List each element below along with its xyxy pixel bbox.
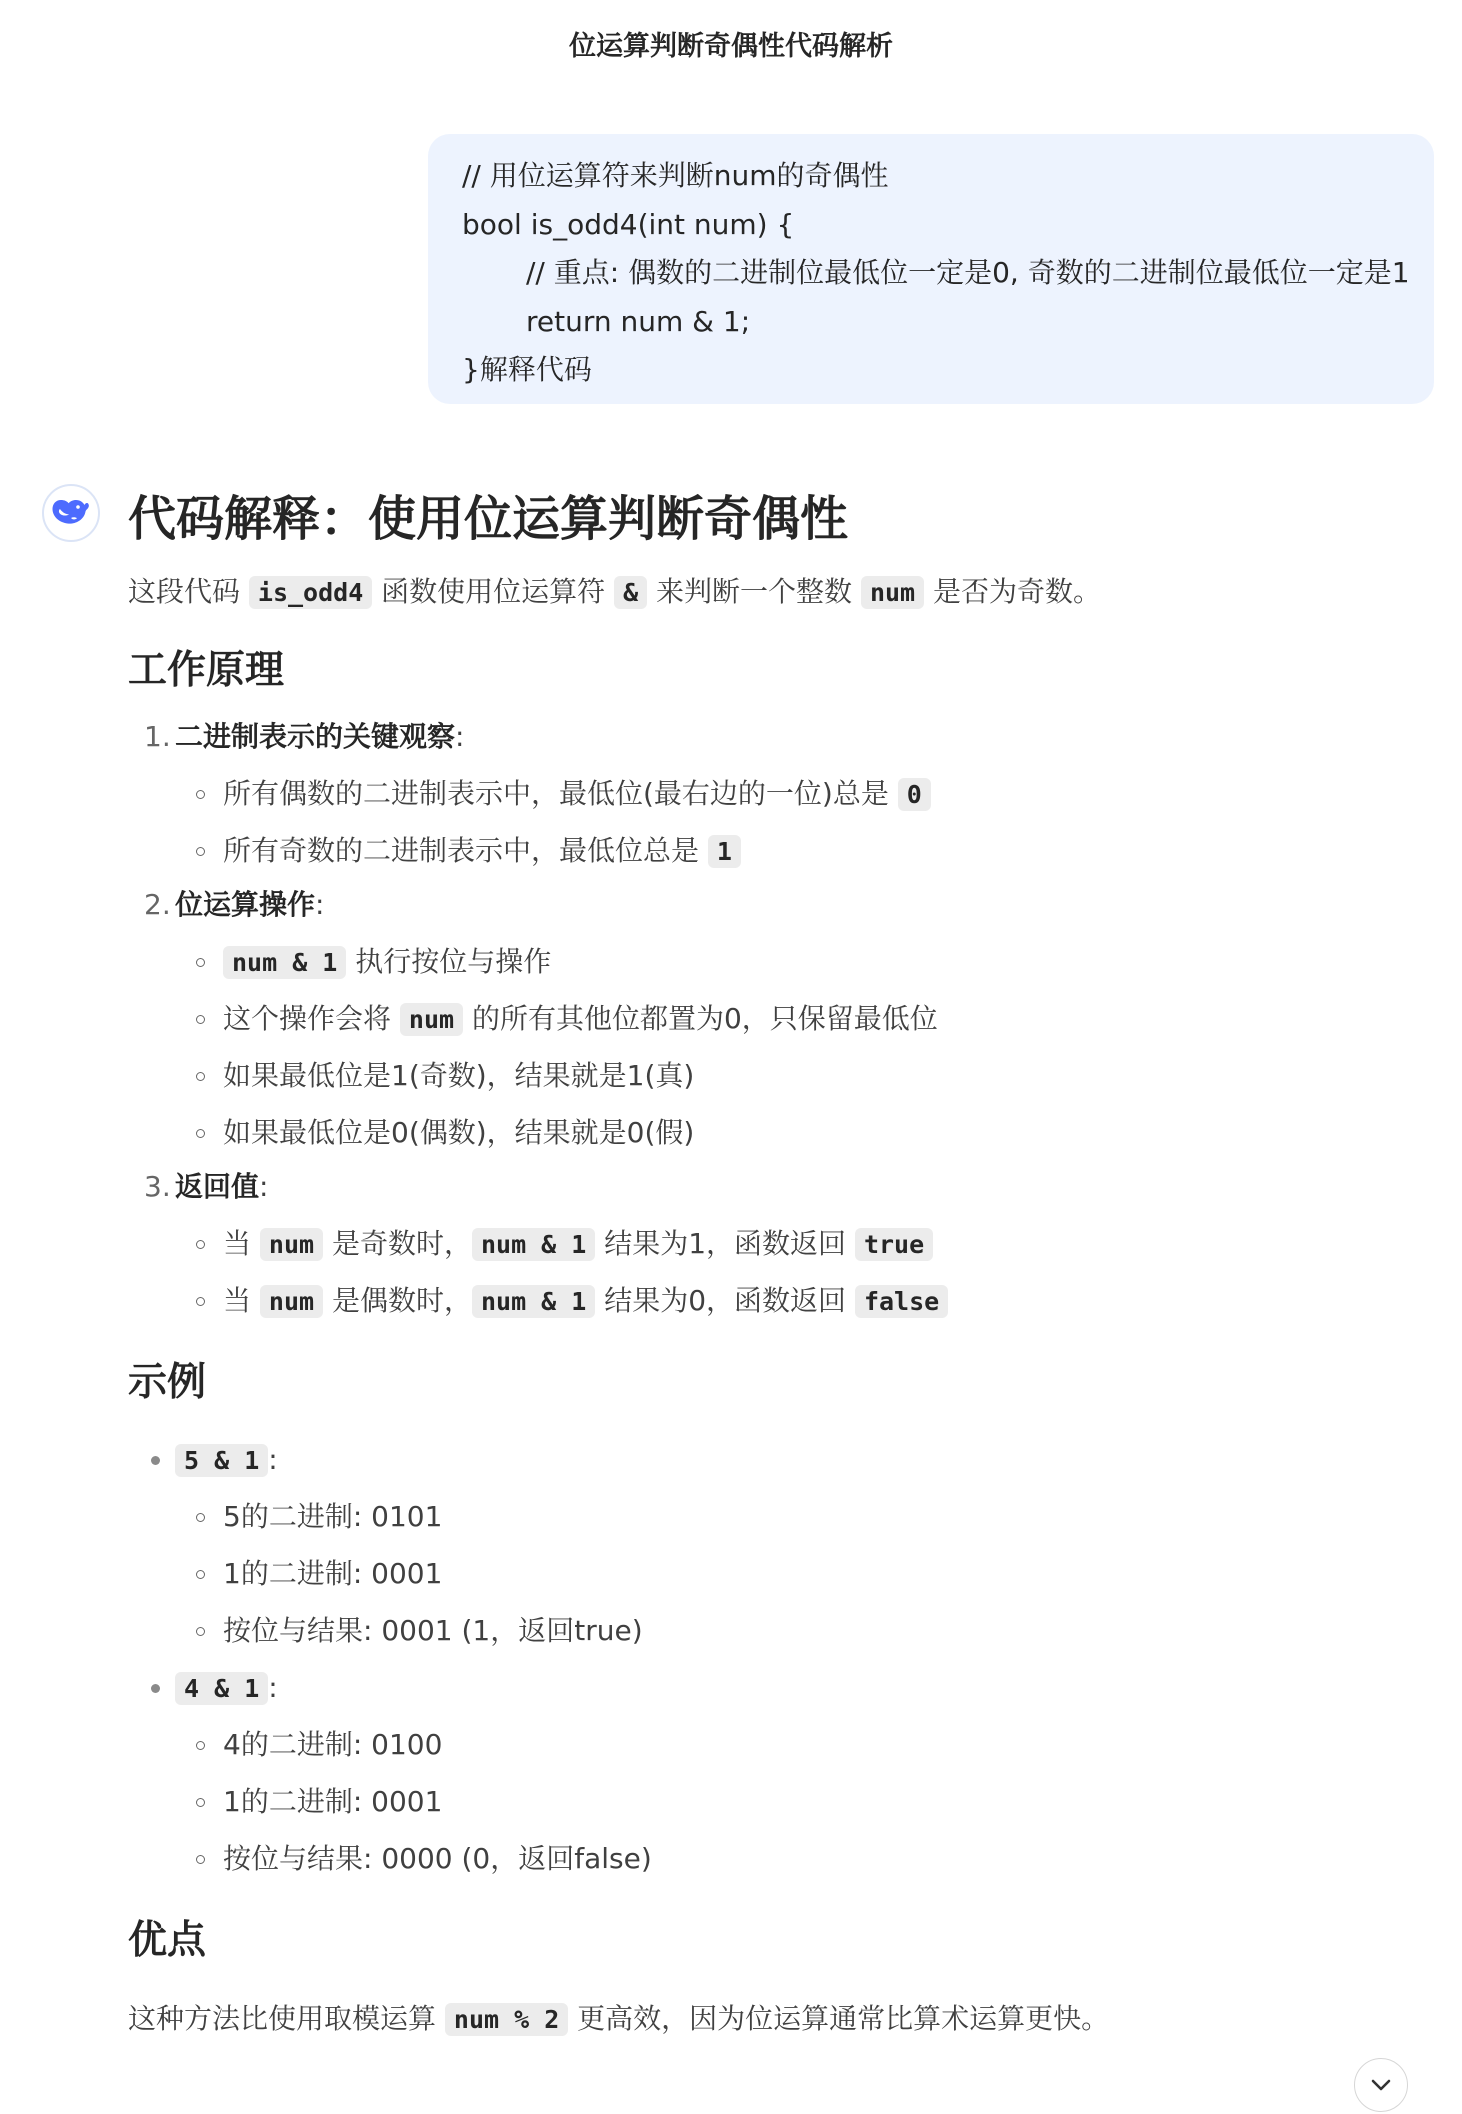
inline-code: num: [400, 1003, 463, 1036]
text: 函数使用位运算符: [372, 575, 615, 608]
text: :: [315, 888, 325, 921]
text: :: [455, 720, 465, 753]
section-heading: 工作原理: [128, 648, 285, 693]
text: 是偶数时，: [323, 1284, 472, 1317]
text: 的所有其他位都置为0，只保留最低位: [463, 1002, 938, 1035]
sub-list-item: 1的二进制: 0001: [128, 1773, 1408, 1830]
intro-paragraph: [128, 572, 1408, 613]
example-list: [128, 1431, 1408, 1887]
assistant-answer: [128, 486, 1408, 2040]
item-title: 二进制表示的关键观察: [175, 720, 456, 753]
text: 这个操作会将: [223, 1002, 400, 1035]
principle-list: [128, 717, 1408, 1329]
list-item: [128, 1167, 1408, 1329]
example-item: [128, 1659, 1408, 1716]
text: 执行按位与操作: [346, 945, 552, 978]
list-number: 2.: [144, 888, 171, 921]
inline-code: 5 & 1: [175, 1444, 268, 1477]
deepseek-whale-icon: [51, 497, 91, 529]
sub-list-item: 5的二进制: 0101: [128, 1488, 1408, 1545]
inline-code: num: [861, 576, 924, 609]
sub-list-item: [128, 822, 1408, 879]
scroll-to-bottom-button[interactable]: [1354, 2058, 1408, 2112]
list-number: 1.: [144, 720, 171, 753]
user-message-line: }解释代码: [462, 353, 592, 386]
inline-code: is_odd4: [249, 576, 372, 609]
section-heading: 示例: [128, 1360, 207, 1405]
sub-list-item: [128, 990, 1408, 1047]
text: 结果为0，函数返回: [595, 1284, 855, 1317]
sub-list-item: [128, 765, 1408, 822]
inline-code: num: [260, 1228, 323, 1261]
list-item: [128, 885, 1408, 1161]
item-title: 返回值: [175, 1170, 260, 1203]
example-item: [128, 1431, 1408, 1488]
inline-code: 1: [708, 835, 741, 868]
text: 所有偶数的二进制表示中，最低位(最右边的一位)总是: [223, 777, 898, 810]
sub-list-item: [128, 1215, 1408, 1272]
text: 这种方法比使用取模运算: [128, 2002, 445, 2035]
sub-list: [128, 933, 1408, 1161]
user-message-line: // 用位运算符来判断num的奇偶性: [462, 159, 889, 192]
user-message-line: bool is_odd4(int num) {: [462, 207, 795, 241]
user-message-line: return num & 1;: [526, 304, 751, 338]
inline-code: num & 1: [472, 1228, 595, 1261]
list-number: 3.: [144, 1170, 171, 1203]
text: :: [268, 1443, 278, 1476]
sub-list: [128, 765, 1408, 879]
text: 更高效，因为位运算通常比算术运算更快。: [568, 2002, 1110, 2035]
text: :: [259, 1170, 269, 1203]
text: 是奇数时，: [323, 1227, 472, 1260]
sub-list: [128, 1716, 1408, 1887]
text: 所有奇数的二进制表示中，最低位总是: [223, 834, 708, 867]
chevron-down-icon: [1368, 2072, 1394, 2098]
text: 当: [223, 1227, 260, 1260]
inline-code: num & 1: [472, 1285, 595, 1318]
example-sublist-wrapper: [128, 1716, 1408, 1887]
text: 当: [223, 1284, 260, 1317]
inline-code: 0: [898, 778, 931, 811]
inline-code: &: [614, 576, 647, 609]
text: 来判断一个整数: [647, 575, 861, 608]
inline-code: num & 1: [223, 946, 346, 979]
sub-list: [128, 1488, 1408, 1659]
advantage-paragraph: [128, 1999, 1408, 2040]
sub-list-item: 如果最低位是1(奇数)，结果就是1(真): [128, 1047, 1408, 1104]
text: 结果为1，函数返回: [595, 1227, 855, 1260]
sub-list-item: [128, 933, 1408, 990]
text: :: [268, 1671, 278, 1704]
answer-heading: 代码解释：使用位运算判断奇偶性: [128, 491, 849, 547]
inline-code: num % 2: [445, 2003, 568, 2036]
sub-list-item: 按位与结果: 0000 (0，返回false): [128, 1830, 1408, 1887]
conversation-title: 位运算判断奇偶性代码解析: [569, 31, 893, 62]
inline-code: false: [855, 1285, 948, 1318]
section-heading: 优点: [128, 1918, 207, 1963]
sub-list-item: 如果最低位是0(偶数)，结果就是0(假): [128, 1104, 1408, 1161]
example-sublist-wrapper: [128, 1488, 1408, 1659]
inline-code: num: [260, 1285, 323, 1318]
sub-list-item: [128, 1272, 1408, 1329]
sub-list-item: 1的二进制: 0001: [128, 1545, 1408, 1602]
text: 这段代码: [128, 575, 249, 608]
user-message-bubble: [428, 134, 1434, 404]
sub-list-item: 4的二进制: 0100: [128, 1716, 1408, 1773]
sub-list-item: 按位与结果: 0001 (1，返回true): [128, 1602, 1408, 1659]
sub-list: [128, 1215, 1408, 1329]
text: 是否为奇数。: [924, 575, 1102, 608]
list-item: [128, 717, 1408, 879]
user-message-line: // 重点: 偶数的二进制位最低位一定是0, 奇数的二进制位最低位一定是1: [526, 256, 1410, 289]
inline-code: true: [855, 1228, 933, 1261]
assistant-avatar: [42, 484, 100, 542]
inline-code: 4 & 1: [175, 1672, 268, 1705]
item-title: 位运算操作: [175, 888, 316, 921]
